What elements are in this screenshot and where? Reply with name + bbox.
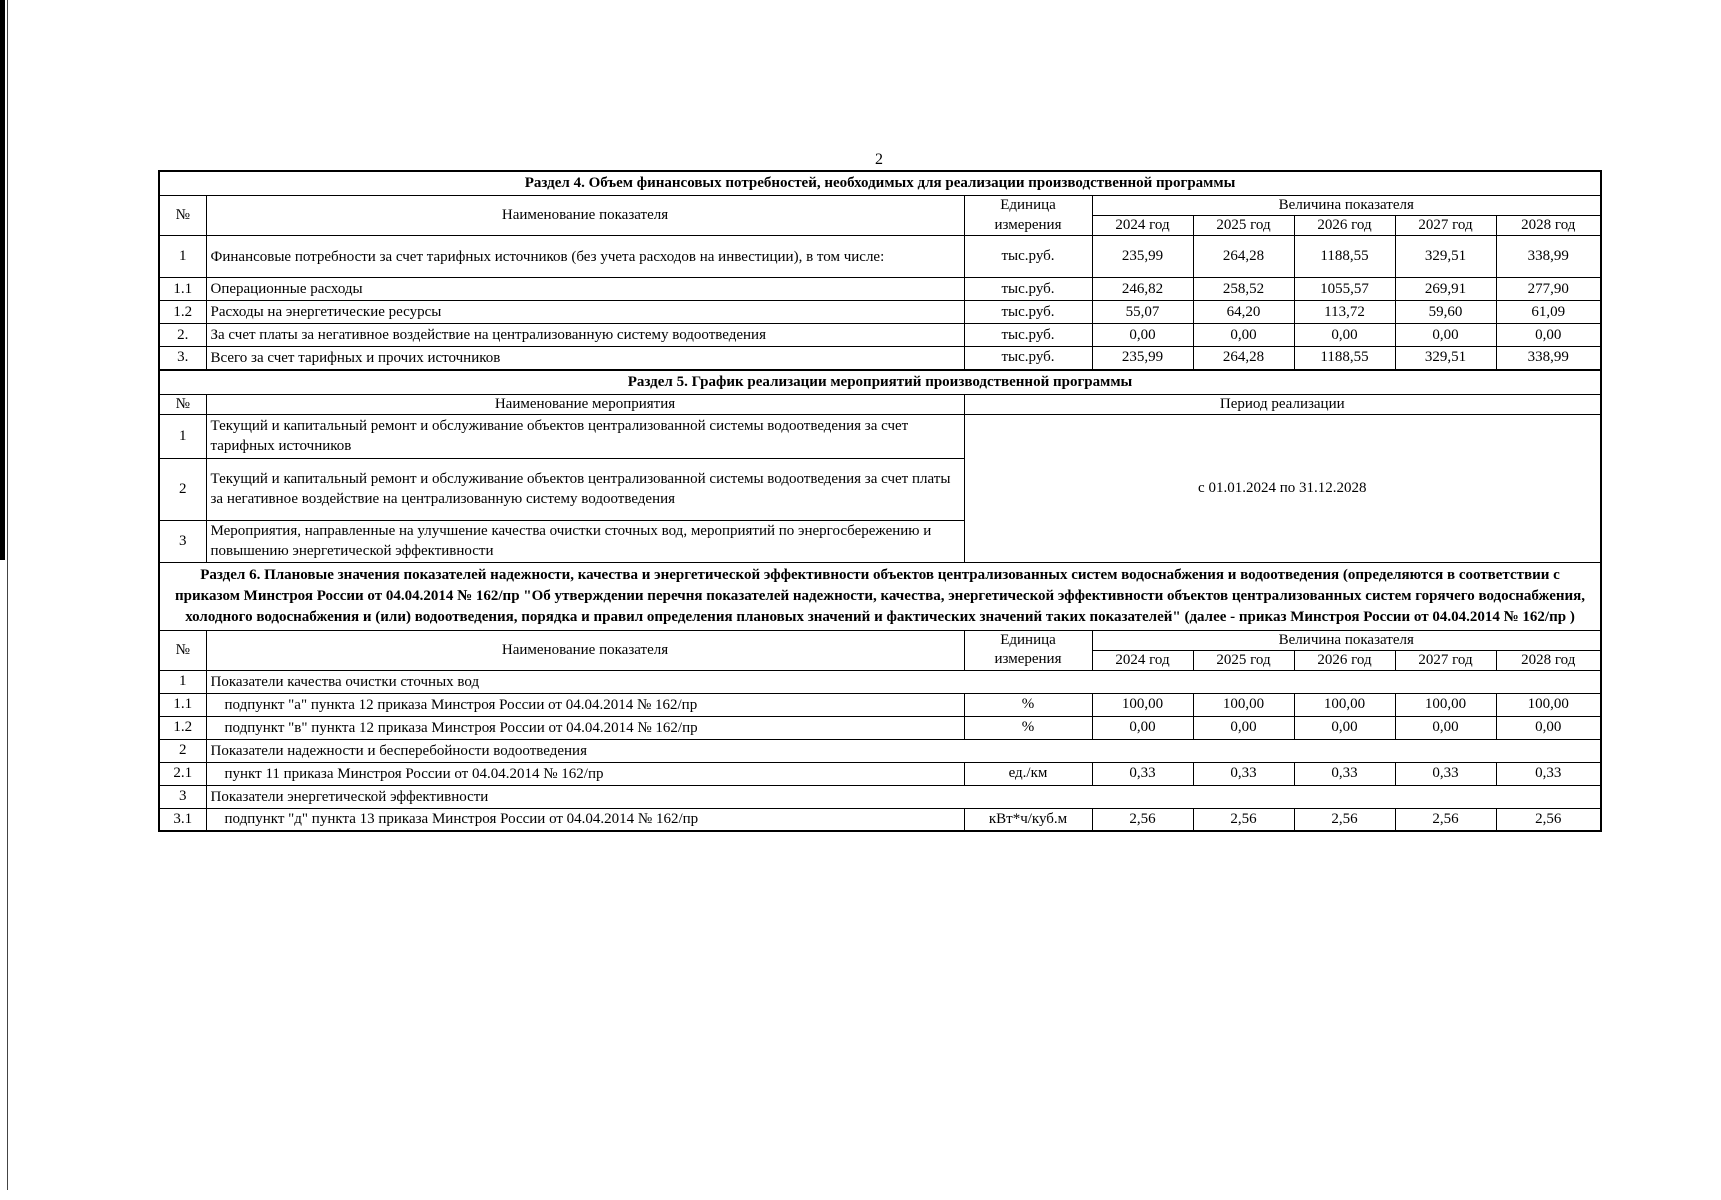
row-value: 258,52 [1193,278,1294,301]
row-value: 0,00 [1294,716,1395,739]
row-name: подпункт "а" пункта 12 приказа Минстроя России от 04.04.2014 № 162/пр [206,693,964,716]
row-value: 338,99 [1496,236,1601,278]
table-row [159,693,1601,716]
row-value: 1055,57 [1294,278,1395,301]
row-name: Расходы на энергетические ресурсы [206,301,964,324]
row-value: 1188,55 [1294,347,1395,370]
row-unit: тыс.руб. [964,301,1092,324]
scan-edge-bar [0,0,5,560]
row-unit: кВт*ч/куб.м [964,808,1092,831]
row-value: 277,90 [1496,278,1601,301]
row-name: Всего за счет тарифных и прочих источников [206,347,964,370]
table-row [159,414,1601,458]
group-number: 1 [159,670,206,693]
section5-header-num: № [159,394,206,414]
row-unit: ед./км [964,762,1092,785]
row-value: 100,00 [1395,693,1496,716]
row-value: 113,72 [1294,301,1395,324]
table-row [159,762,1601,785]
row-value: 2,56 [1193,808,1294,831]
row-value: 0,00 [1193,324,1294,347]
row-number: 2. [159,324,206,347]
group-number: 3 [159,785,206,808]
section4-header-unit-line2: измерения [964,216,1092,236]
row-value: 64,20 [1193,301,1294,324]
row-name: Текущий и капитальный ремонт и обслуживание объектов централизованной системы водоотведения за счет тарифных источников [206,414,964,458]
row-value: 235,99 [1092,236,1193,278]
scan-edge-line [7,0,8,1190]
row-value: 0,33 [1193,762,1294,785]
row-number: 1.2 [159,716,206,739]
row-name: пункт 11 приказа Минстроя России от 04.04.2014 № 162/пр [206,762,964,785]
row-name: Операционные расходы [206,278,964,301]
row-value: 100,00 [1193,693,1294,716]
row-value: 0,00 [1395,716,1496,739]
section6-header-year: 2027 год [1395,650,1496,670]
row-name: Текущий и капитальный ремонт и обслуживание объектов централизованной системы водоотведения за счет платы за негативное воздействие на централизованную систему водоотведения [206,458,964,520]
row-number: 1 [159,414,206,458]
table-row [159,236,1601,278]
group-row [159,670,1601,693]
row-value: 269,91 [1395,278,1496,301]
document-body [158,170,1600,832]
scan-edge [0,0,8,1200]
section6-header-year: 2028 год [1496,650,1601,670]
row-value: 0,33 [1294,762,1395,785]
group-name: Показатели надежности и бесперебойности водоотведения [206,739,1601,762]
section6-header-year: 2024 год [1092,650,1193,670]
section6-header-name: Наименование показателя [206,630,964,670]
row-value: 55,07 [1092,301,1193,324]
section6-header-num: № [159,630,206,670]
table-row [159,324,1601,347]
section5-table [158,371,1602,563]
row-name: подпункт "в" пункта 12 приказа Минстроя России от 04.04.2014 № 162/пр [206,716,964,739]
section4-header-year: 2026 год [1294,216,1395,236]
table-row [159,278,1601,301]
section6-header-value-group: Величина показателя [1092,630,1601,650]
group-name: Показатели качества очистки сточных вод [206,670,1601,693]
row-value: 0,00 [1496,324,1601,347]
row-value: 0,33 [1395,762,1496,785]
section4-header-year: 2028 год [1496,216,1601,236]
table-row [159,808,1601,831]
row-unit: тыс.руб. [964,347,1092,370]
row-number: 1.1 [159,278,206,301]
row-value: 59,60 [1395,301,1496,324]
row-value: 2,56 [1092,808,1193,831]
row-value: 0,00 [1395,324,1496,347]
row-value: 0,00 [1092,324,1193,347]
row-name: Финансовые потребности за счет тарифных источников (без учета расходов на инвестиции), в том числе: [206,236,964,278]
row-value: 2,56 [1395,808,1496,831]
table-row [159,301,1601,324]
section4-header-year: 2025 год [1193,216,1294,236]
row-value: 0,00 [1193,716,1294,739]
section4-header-num: № [159,196,206,236]
section4-table [158,170,1602,371]
section6-title: Раздел 6. Плановые значения показателей надежности, качества и энергетической эффективности объектов централизованных систем водоснабжения и водоотведения (определяются в соответствии с приказом Минстроя России от 04.04.2014 № 162/пр "Об утверждении перечня показателей надежности, качества, энергетической эффективности объектов централизованных систем горячего водоснабжения, холодного водоснабжения и (или) водоотведения, порядка и правил определения плановых значений и фактических значений таких показателей" (далее - приказ Минстроя России от 04.04.2014 № 162/пр ) [159,563,1601,631]
table-row [159,716,1601,739]
section5-header-period: Период реализации [964,394,1601,414]
row-value: 1188,55 [1294,236,1395,278]
section4-header-year: 2027 год [1395,216,1496,236]
row-value: 338,99 [1496,347,1601,370]
row-number: 2.1 [159,762,206,785]
row-unit: тыс.руб. [964,324,1092,347]
section6-header-unit-line2: измерения [964,650,1092,670]
row-unit: тыс.руб. [964,236,1092,278]
section6-header-year: 2025 год [1193,650,1294,670]
row-value: 264,28 [1193,236,1294,278]
row-name: Мероприятия, направленные на улучшение качества очистки сточных вод, мероприятий по энергосбережению и повышению энергетической эффективности [206,520,964,562]
row-number: 1.2 [159,301,206,324]
table-row [159,347,1601,370]
row-number: 1.1 [159,693,206,716]
row-value: 2,56 [1294,808,1395,831]
row-value: 2,56 [1496,808,1601,831]
row-value: 246,82 [1092,278,1193,301]
row-value: 100,00 [1294,693,1395,716]
section4-header-unit-line1: Единица [964,196,1092,216]
section6-header-unit-line1: Единица [964,630,1092,650]
row-value: 0,00 [1496,716,1601,739]
row-value: 0,33 [1496,762,1601,785]
row-number: 2 [159,458,206,520]
row-value: 235,99 [1092,347,1193,370]
section4-title: Раздел 4. Объем финансовых потребностей, необходимых для реализации производственной программы [159,171,1601,196]
row-value: 61,09 [1496,301,1601,324]
page-number: 2 [875,151,883,168]
row-value: 0,00 [1294,324,1395,347]
row-unit: % [964,693,1092,716]
group-row [159,785,1601,808]
row-value: 100,00 [1092,693,1193,716]
section6-header-year: 2026 год [1294,650,1395,670]
row-value: 329,51 [1395,236,1496,278]
section5-header-name: Наименование мероприятия [206,394,964,414]
period-value: с 01.01.2024 по 31.12.2028 [964,414,1601,562]
row-unit: тыс.руб. [964,278,1092,301]
row-number: 3. [159,347,206,370]
section4-header-value-group: Величина показателя [1092,196,1601,216]
group-name: Показатели энергетической эффективности [206,785,1601,808]
section4-header-year: 2024 год [1092,216,1193,236]
row-name: За счет платы за негативное воздействие на централизованную систему водоотведения [206,324,964,347]
row-name: подпункт "д" пункта 13 приказа Минстроя России от 04.04.2014 № 162/пр [206,808,964,831]
row-value: 329,51 [1395,347,1496,370]
row-value: 264,28 [1193,347,1294,370]
section6-table [158,563,1602,833]
row-number: 3 [159,520,206,562]
row-value: 0,33 [1092,762,1193,785]
row-value: 0,00 [1092,716,1193,739]
section4-header-name: Наименование показателя [206,196,964,236]
row-value: 100,00 [1496,693,1601,716]
row-number: 3.1 [159,808,206,831]
section5-title: Раздел 5. График реализации мероприятий производственной программы [159,371,1601,395]
group-number: 2 [159,739,206,762]
row-number: 1 [159,236,206,278]
row-unit: % [964,716,1092,739]
group-row [159,739,1601,762]
